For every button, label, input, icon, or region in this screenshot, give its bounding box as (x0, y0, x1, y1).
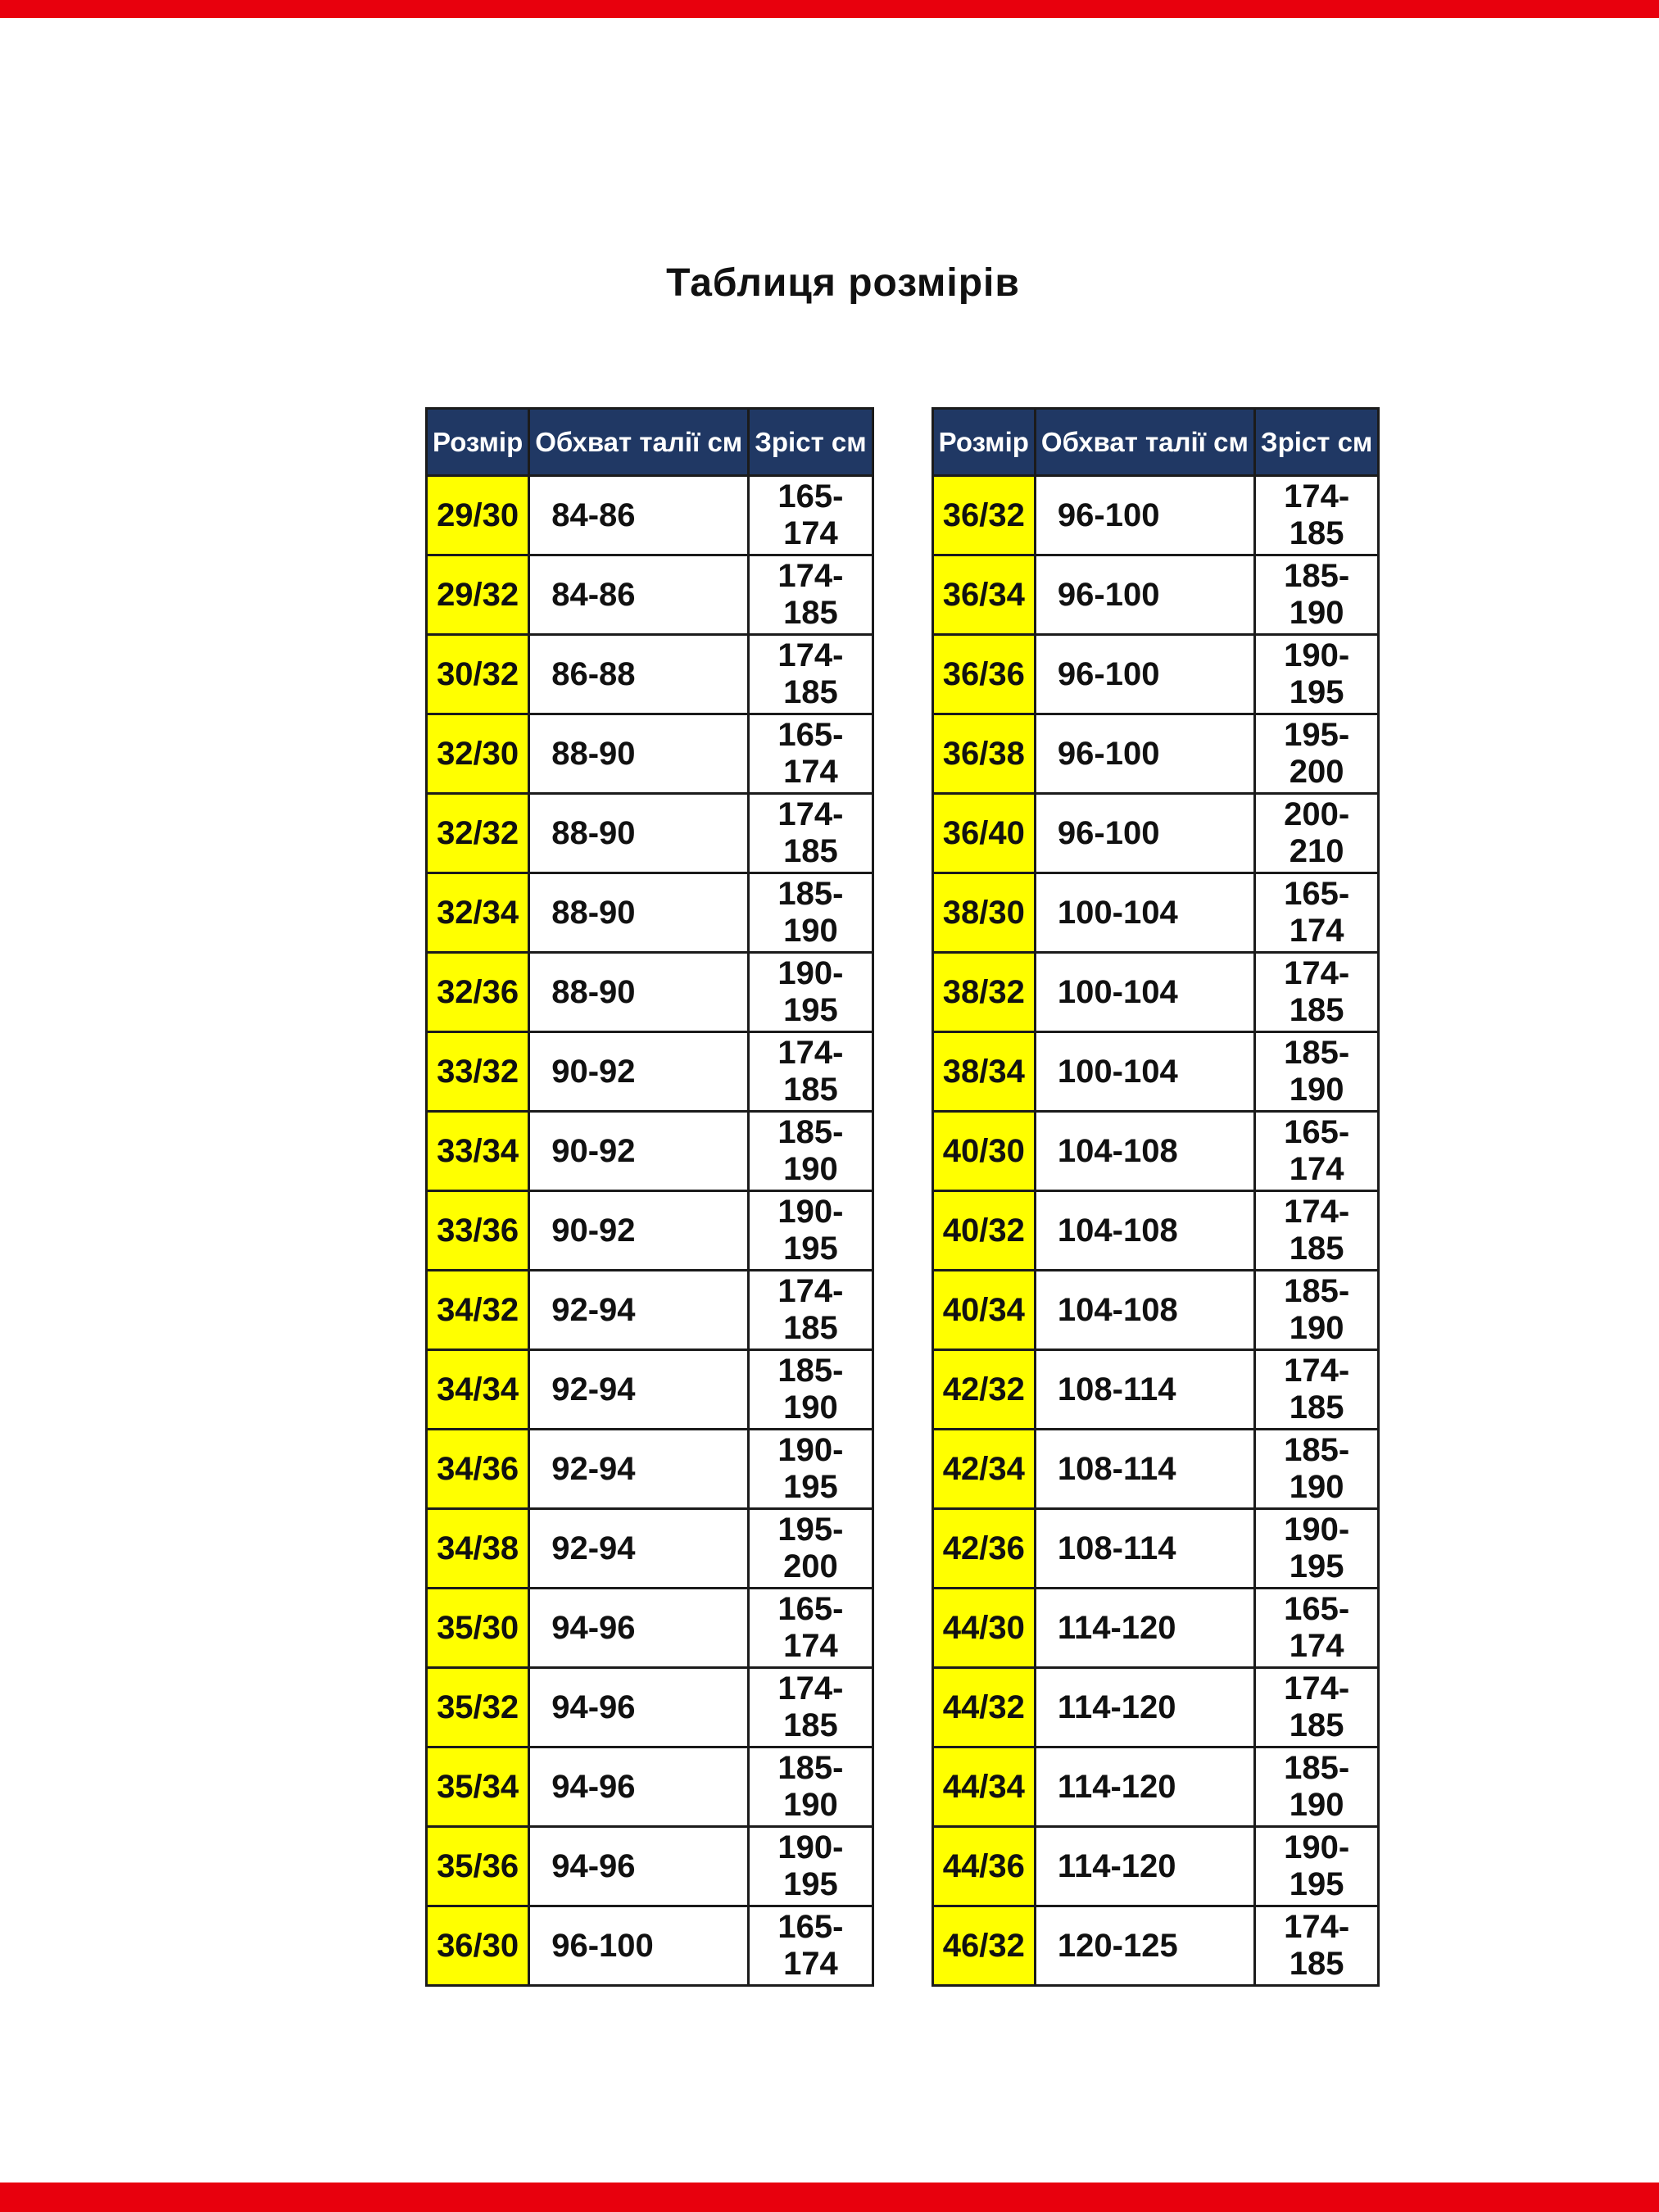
height-cell: 190-195 (749, 953, 873, 1032)
size-cell: 29/32 (427, 555, 529, 635)
waist-cell: 96-100 (1035, 794, 1254, 873)
table-row (427, 476, 873, 555)
size-cell: 42/32 (932, 1350, 1035, 1430)
height-cell: 165-174 (749, 1906, 873, 1986)
height-cell: 185-190 (1254, 1430, 1378, 1509)
waist-cell: 88-90 (529, 953, 749, 1032)
waist-cell: 94-96 (529, 1589, 749, 1668)
size-cell: 34/38 (427, 1509, 529, 1589)
table-row (932, 794, 1379, 873)
page-title: Таблиця розмірів (666, 261, 1020, 305)
height-cell: 185-190 (749, 1350, 873, 1430)
waist-cell: 108-114 (1035, 1430, 1254, 1509)
column-header-waist: Обхват талії см (529, 409, 749, 476)
height-cell: 190-195 (1254, 1509, 1378, 1589)
height-cell: 195-200 (1254, 714, 1378, 794)
table-row (932, 714, 1379, 794)
height-cell: 174-185 (749, 1668, 873, 1747)
height-cell: 185-190 (1254, 1747, 1378, 1827)
size-cell: 36/38 (932, 714, 1035, 794)
waist-cell: 88-90 (529, 794, 749, 873)
table-row (427, 555, 873, 635)
size-cell: 32/32 (427, 794, 529, 873)
table-row (427, 1509, 873, 1589)
header-row (427, 409, 873, 476)
waist-cell: 114-120 (1035, 1589, 1254, 1668)
height-cell: 174-185 (1254, 953, 1378, 1032)
table-row (932, 1668, 1379, 1747)
height-cell: 174-185 (749, 1032, 873, 1112)
height-cell: 185-190 (749, 1747, 873, 1827)
waist-cell: 120-125 (1035, 1906, 1254, 1986)
table-row (427, 1430, 873, 1509)
column-header-waist: Обхват талії см (1035, 409, 1254, 476)
column-header-height: Зріст см (749, 409, 873, 476)
waist-cell: 96-100 (1035, 635, 1254, 714)
height-cell: 174-185 (749, 555, 873, 635)
waist-cell: 100-104 (1035, 1032, 1254, 1112)
column-header-size: Розмір (932, 409, 1035, 476)
table-row (932, 1191, 1379, 1271)
height-cell: 190-195 (749, 1430, 873, 1509)
waist-cell: 92-94 (529, 1430, 749, 1509)
size-cell: 35/30 (427, 1589, 529, 1668)
waist-cell: 86-88 (529, 635, 749, 714)
table-row (932, 1589, 1379, 1668)
waist-cell: 96-100 (1035, 555, 1254, 635)
table-row (932, 1906, 1379, 1986)
waist-cell: 108-114 (1035, 1509, 1254, 1589)
waist-cell: 96-100 (529, 1906, 749, 1986)
table-row (932, 555, 1379, 635)
top-red-bar (0, 0, 1659, 18)
size-cell: 42/34 (932, 1430, 1035, 1509)
table-row (427, 714, 873, 794)
size-cell: 44/30 (932, 1589, 1035, 1668)
table-row (427, 635, 873, 714)
table-body-right (932, 476, 1379, 1986)
height-cell: 190-195 (749, 1191, 873, 1271)
height-cell: 165-174 (749, 476, 873, 555)
waist-cell: 104-108 (1035, 1112, 1254, 1191)
table-row (427, 1589, 873, 1668)
waist-cell: 96-100 (1035, 714, 1254, 794)
table-header (427, 409, 873, 476)
table-body-left (427, 476, 873, 1986)
table-row (932, 1747, 1379, 1827)
size-cell: 32/34 (427, 873, 529, 953)
size-cell: 38/30 (932, 873, 1035, 953)
size-cell: 34/32 (427, 1271, 529, 1350)
height-cell: 174-185 (1254, 1668, 1378, 1747)
size-cell: 38/32 (932, 953, 1035, 1032)
table-row (427, 1191, 873, 1271)
height-cell: 200-210 (1254, 794, 1378, 873)
waist-cell: 92-94 (529, 1271, 749, 1350)
table-row (932, 953, 1379, 1032)
height-cell: 174-185 (749, 635, 873, 714)
table-row (932, 1509, 1379, 1589)
size-cell: 33/32 (427, 1032, 529, 1112)
waist-cell: 88-90 (529, 714, 749, 794)
waist-cell: 100-104 (1035, 873, 1254, 953)
height-cell: 190-195 (749, 1827, 873, 1906)
table-row (427, 794, 873, 873)
size-cell: 36/36 (932, 635, 1035, 714)
waist-cell: 104-108 (1035, 1191, 1254, 1271)
table-row (427, 1827, 873, 1906)
waist-cell: 100-104 (1035, 953, 1254, 1032)
height-cell: 165-174 (749, 714, 873, 794)
size-cell: 34/36 (427, 1430, 529, 1509)
size-cell: 44/36 (932, 1827, 1035, 1906)
header-row (932, 409, 1379, 476)
size-cell: 33/36 (427, 1191, 529, 1271)
table-row (427, 1668, 873, 1747)
waist-cell: 90-92 (529, 1112, 749, 1191)
table-header (932, 409, 1379, 476)
waist-cell: 92-94 (529, 1350, 749, 1430)
waist-cell: 104-108 (1035, 1271, 1254, 1350)
waist-cell: 96-100 (1035, 476, 1254, 555)
waist-cell: 108-114 (1035, 1350, 1254, 1430)
size-cell: 36/34 (932, 555, 1035, 635)
table-row (427, 1906, 873, 1986)
height-cell: 185-190 (1254, 1271, 1378, 1350)
table-row (932, 635, 1379, 714)
size-cell: 35/34 (427, 1747, 529, 1827)
table-row (932, 1827, 1379, 1906)
height-cell: 185-190 (1254, 555, 1378, 635)
height-cell: 174-185 (1254, 476, 1378, 555)
table-row (932, 476, 1379, 555)
size-table-right (931, 407, 1380, 1987)
waist-cell: 114-120 (1035, 1747, 1254, 1827)
size-cell: 46/32 (932, 1906, 1035, 1986)
height-cell: 165-174 (1254, 1112, 1378, 1191)
height-cell: 174-185 (1254, 1906, 1378, 1986)
height-cell: 185-190 (1254, 1032, 1378, 1112)
size-cell: 29/30 (427, 476, 529, 555)
size-tables (425, 407, 1380, 1987)
column-header-height: Зріст см (1254, 409, 1378, 476)
height-cell: 185-190 (749, 1112, 873, 1191)
table-row (427, 1112, 873, 1191)
bottom-red-bar (0, 2183, 1659, 2212)
size-cell: 32/30 (427, 714, 529, 794)
size-cell: 30/32 (427, 635, 529, 714)
size-table-left (425, 407, 874, 1987)
size-cell: 36/40 (932, 794, 1035, 873)
waist-cell: 94-96 (529, 1747, 749, 1827)
size-cell: 40/32 (932, 1191, 1035, 1271)
waist-cell: 114-120 (1035, 1668, 1254, 1747)
size-cell: 35/36 (427, 1827, 529, 1906)
waist-cell: 94-96 (529, 1827, 749, 1906)
size-cell: 32/36 (427, 953, 529, 1032)
table-row (932, 1032, 1379, 1112)
waist-cell: 92-94 (529, 1509, 749, 1589)
table-row (427, 1350, 873, 1430)
table-row (932, 1271, 1379, 1350)
table-row (427, 1747, 873, 1827)
waist-cell: 88-90 (529, 873, 749, 953)
height-cell: 174-185 (749, 1271, 873, 1350)
height-cell: 174-185 (1254, 1191, 1378, 1271)
size-cell: 38/34 (932, 1032, 1035, 1112)
table-row (427, 953, 873, 1032)
height-cell: 174-185 (1254, 1350, 1378, 1430)
size-cell: 40/34 (932, 1271, 1035, 1350)
size-cell: 40/30 (932, 1112, 1035, 1191)
table-row (932, 1430, 1379, 1509)
table-row (427, 1271, 873, 1350)
size-cell: 33/34 (427, 1112, 529, 1191)
table-row (932, 1112, 1379, 1191)
waist-cell: 90-92 (529, 1191, 749, 1271)
height-cell: 190-195 (1254, 635, 1378, 714)
table-row (427, 873, 873, 953)
table-row (932, 873, 1379, 953)
waist-cell: 84-86 (529, 555, 749, 635)
waist-cell: 90-92 (529, 1032, 749, 1112)
size-cell: 35/32 (427, 1668, 529, 1747)
height-cell: 195-200 (749, 1509, 873, 1589)
table-row (427, 1032, 873, 1112)
size-cell: 34/34 (427, 1350, 529, 1430)
waist-cell: 114-120 (1035, 1827, 1254, 1906)
height-cell: 165-174 (1254, 873, 1378, 953)
height-cell: 165-174 (749, 1589, 873, 1668)
size-cell: 42/36 (932, 1509, 1035, 1589)
height-cell: 190-195 (1254, 1827, 1378, 1906)
size-cell: 44/34 (932, 1747, 1035, 1827)
column-header-size: Розмір (427, 409, 529, 476)
waist-cell: 84-86 (529, 476, 749, 555)
height-cell: 174-185 (749, 794, 873, 873)
height-cell: 165-174 (1254, 1589, 1378, 1668)
size-cell: 44/32 (932, 1668, 1035, 1747)
height-cell: 185-190 (749, 873, 873, 953)
waist-cell: 94-96 (529, 1668, 749, 1747)
table-row (932, 1350, 1379, 1430)
size-cell: 36/32 (932, 476, 1035, 555)
size-cell: 36/30 (427, 1906, 529, 1986)
